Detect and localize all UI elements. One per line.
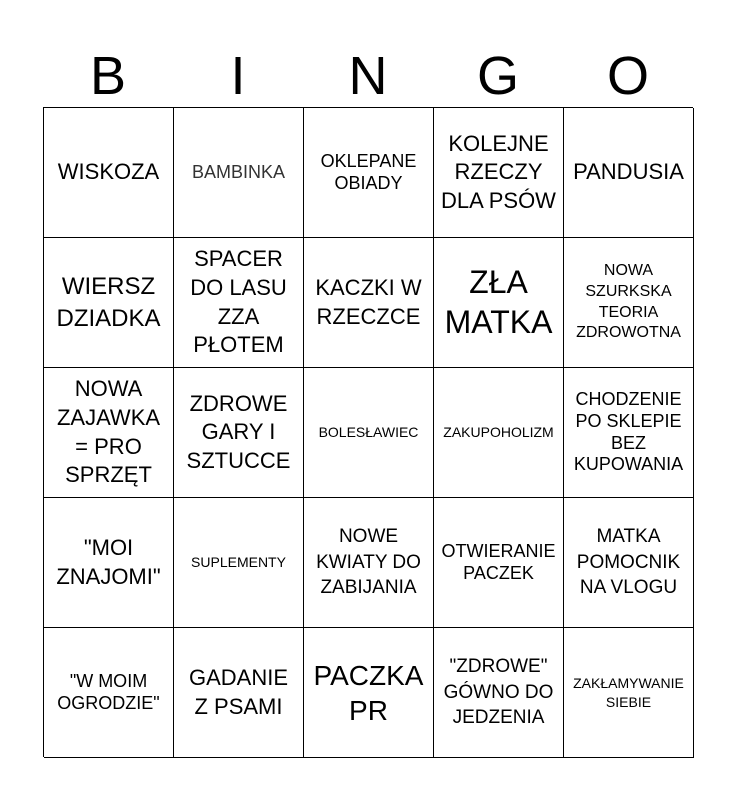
bingo-header <box>43 44 693 108</box>
header-letter-n: N <box>348 46 388 106</box>
bingo-cell[interactable]: WISKOZA <box>44 108 174 238</box>
bingo-cell[interactable]: MATKA POMOCNIK NA VLOGU <box>564 498 694 628</box>
bingo-cell[interactable]: "MOI ZNAJOMI" <box>44 498 174 628</box>
bingo-cell[interactable]: SPACER DO LASU ZZA PŁOTEM <box>174 238 304 368</box>
bingo-cell[interactable]: ZAKUPOHOLIZM <box>434 368 564 498</box>
bingo-cell[interactable]: NOWA ZAJAWKA = PRO SPRZĘT <box>44 368 174 498</box>
bingo-cell[interactable]: "W MOIM OGRODZIE" <box>44 628 174 758</box>
bingo-cell[interactable]: GADANIE Z PSAMI <box>174 628 304 758</box>
bingo-cell[interactable]: WIERSZ DZIADKA <box>44 238 174 368</box>
bingo-cell[interactable]: SUPLEMENTY <box>174 498 304 628</box>
bingo-cell[interactable]: BAMBINKA <box>174 108 304 238</box>
bingo-cell[interactable]: NOWA SZURKSKA TEORIA ZDROWOTNA <box>564 238 694 368</box>
bingo-cell[interactable]: OKLEPANE OBIADY <box>304 108 434 238</box>
bingo-cell[interactable]: PANDUSIA <box>564 108 694 238</box>
bingo-grid <box>43 107 693 757</box>
bingo-cell[interactable]: KOLEJNE RZECZY DLA PSÓW <box>434 108 564 238</box>
bingo-cell[interactable]: ZŁA MATKA <box>434 238 564 368</box>
bingo-cell[interactable]: NOWE KWIATY DO ZABIJANIA <box>304 498 434 628</box>
bingo-cell[interactable]: KACZKI W RZECZCE <box>304 238 434 368</box>
bingo-cell[interactable]: BOLESŁAWIEC <box>304 368 434 498</box>
header-letter-i: I <box>230 46 246 106</box>
bingo-cell[interactable]: PACZKA PR <box>304 628 434 758</box>
bingo-cell[interactable]: CHODZENIE PO SKLEPIE BEZ KUPOWANIA <box>564 368 694 498</box>
bingo-cell[interactable]: OTWIERANIE PACZEK <box>434 498 564 628</box>
bingo-cell[interactable]: "ZDROWE" GÓWNO DO JEDZENIA <box>434 628 564 758</box>
header-letter-b: B <box>89 46 127 106</box>
bingo-cell[interactable]: ZAKŁAMYWANIE SIEBIE <box>564 628 694 758</box>
header-letter-o: O <box>606 46 649 106</box>
bingo-cell[interactable]: ZDROWE GARY I SZTUCCE <box>174 368 304 498</box>
header-letter-g: G <box>476 46 519 106</box>
